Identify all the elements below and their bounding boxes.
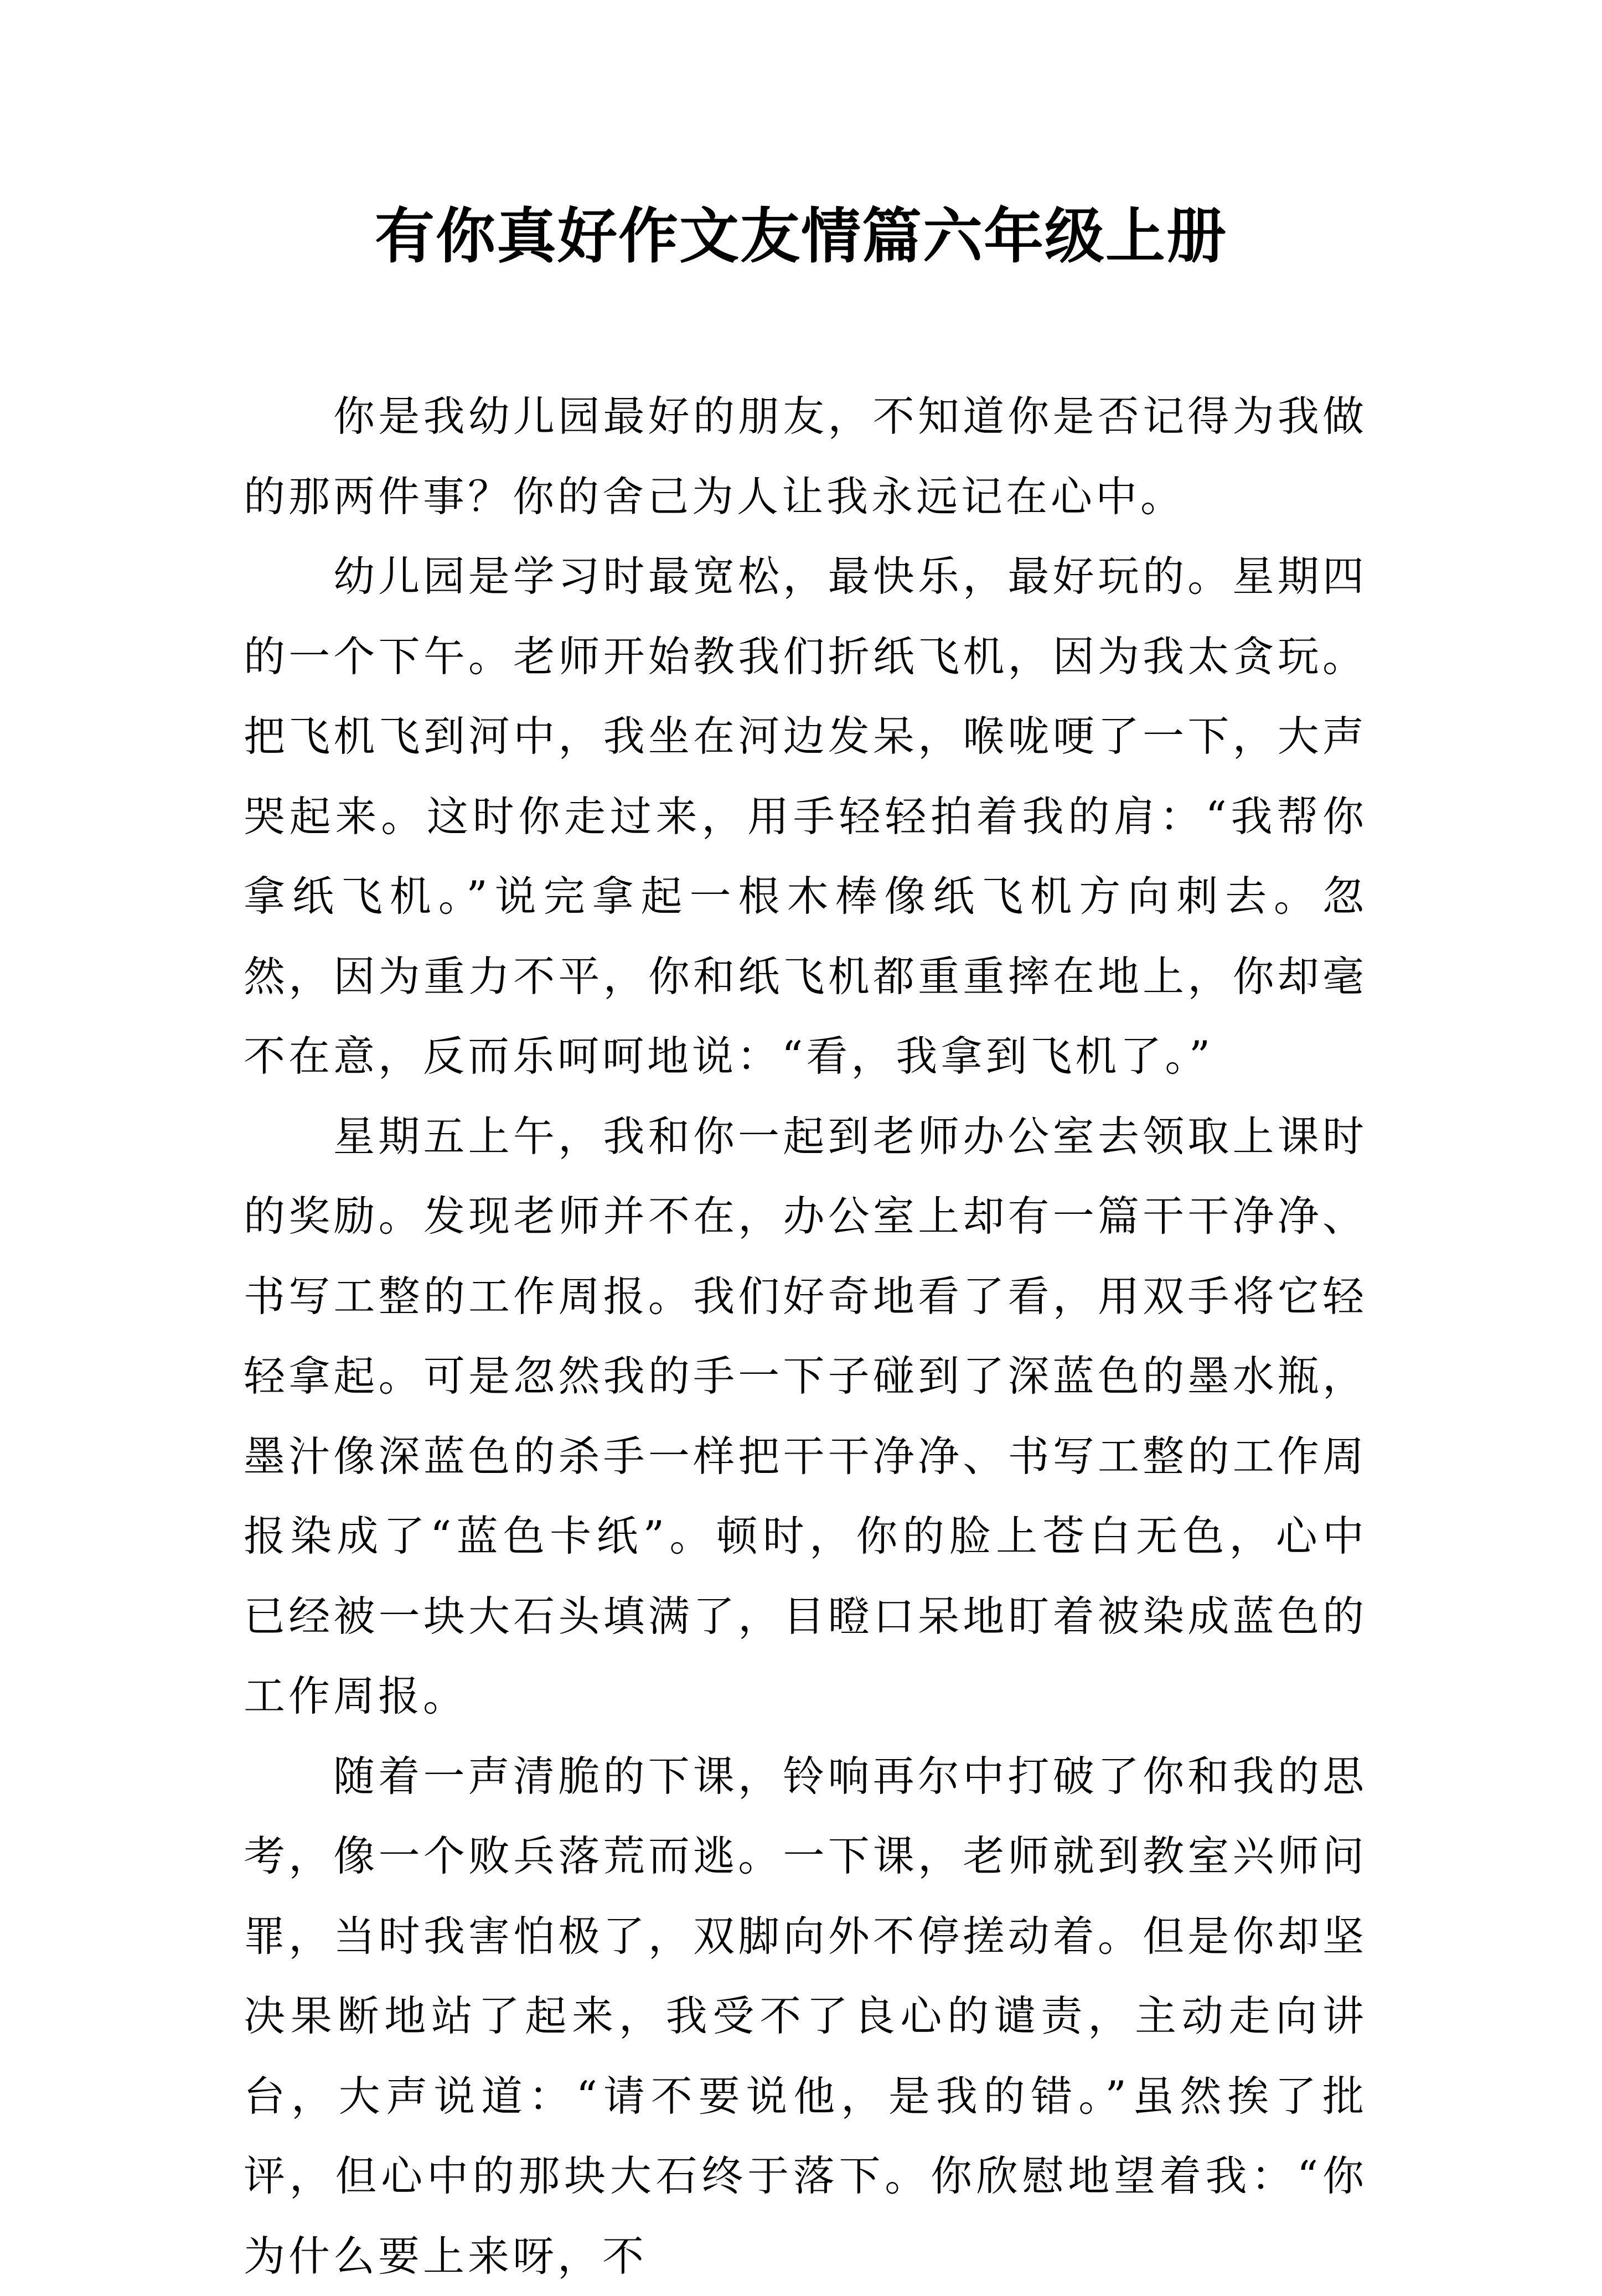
paragraph-2: 幼儿园是学习时最宽松，最快乐，最好玩的。星期四的一个下午。老师开始教我们折纸飞机，因为我太贪玩。把飞机飞到河中，我坐在河边发呆，喉咙哽了一下，大声哭起来。这时你走过来，用手轻轻拍着我的肩：“我帮你拿纸飞机。”说完拿起一根木棒像纸飞机方向刺去。忽然，因为重力不平，你和纸飞机都重重摔在地上，你却毫不在意，反而乐呵呵地说：“看，我拿到飞机了。” — [244, 536, 1367, 1097]
document-title: 有你真好作文友情篇六年级上册 — [0, 195, 1602, 278]
document-body — [244, 376, 1367, 2296]
paragraph-1: 你是我幼儿园最好的朋友，不知道你是否记得为我做的那两件事？你的舍己为人让我永远记在心中。 — [244, 376, 1367, 536]
paragraph-3: 星期五上午，我和你一起到老师办公室去领取上课时的奖励。发现老师并不在，办公室上却有一篇干干净净、书写工整的工作周报。我们好奇地看了看，用双手将它轻轻拿起。可是忽然我的手一下子碰到了深蓝色的墨水瓶，墨汁像深蓝色的杀手一样把干干净净、书写工整的工作周报染成了“蓝色卡纸”。顿时，你的脸上苍白无色，心中已经被一块大石头填满了，目瞪口呆地盯着被染成蓝色的工作周报。 — [244, 1097, 1367, 1736]
paragraph-4: 随着一声清脆的下课，铃响再尔中打破了你和我的思考，像一个败兵落荒而逃。一下课，老师就到教室兴师问罪，当时我害怕极了，双脚向外不停搓动着。但是你却坚决果断地站了起来，我受不了良心的谴责，主动走向讲台，大声说道：“请不要说他，是我的错。”虽然挨了批评，但心中的那块大石终于落下。你欣慰地望着我：“你为什么要上来呀，不 — [244, 1736, 1367, 2296]
